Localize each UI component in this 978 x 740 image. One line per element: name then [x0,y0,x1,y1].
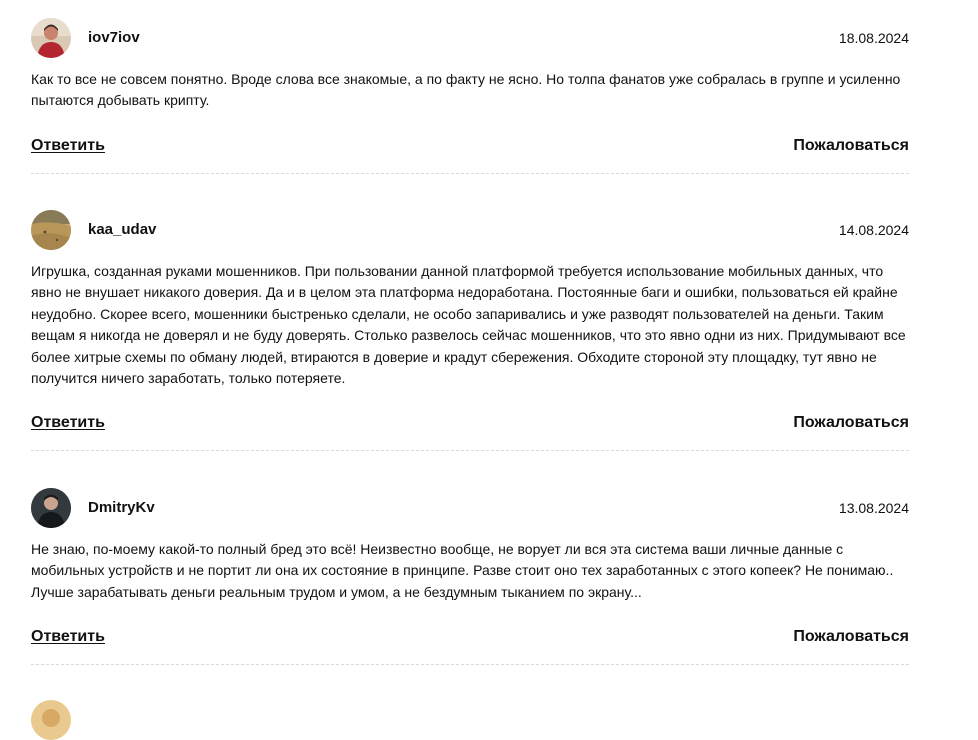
comment-item [31,488,909,645]
comment-actions [31,137,909,159]
comment-header [31,18,909,58]
comment-item [31,18,909,154]
comment-text: Игрушка, созданная руками мошенников. При пользовании данной платформой требуется использование мобильных данных, что явно не внушает никакого доверия. Да и в целом эта платформа недоработана. Постоянные баги и ошибки, пользоваться ей крайне неудобно. Скорее всего, мошенники быстренько сделали, не особо запаривались и уже разводят пользователей на деньги. Таким вещам я никогда не доверял и не буду доверять. Столько развелось сейчас мошенников, что это явно одни из них. Придумывают все более хитрые схемы по обману людей, втираются в доверие и крадут сбережения. Обходите стороной эту площадку, тут явно не получится ничего заработать, только потеряете. [31,263,906,387]
comment-header [31,488,909,528]
divider [31,173,909,174]
comment-text: Как то все не совсем понятно. Вроде слова все знакомые, а по факту не ясно. Но толпа фанатов уже собралась в группе и усиленно пытаются добывать крипту. [31,71,901,109]
comment-username[interactable]: DmitryKv [88,499,155,516]
reply-button[interactable]: Ответить [31,137,105,154]
reply-button[interactable]: Ответить [31,628,105,645]
comment-date: 13.08.2024 [838,500,909,516]
comment-actions [31,414,909,436]
divider [31,450,909,451]
avatar[interactable] [31,700,71,740]
comment-username[interactable]: iov7iov [88,29,140,46]
report-button[interactable]: Пожаловаться [793,137,909,154]
avatar[interactable] [31,18,71,58]
reply-button[interactable]: Ответить [31,414,105,431]
report-button[interactable]: Пожаловаться [793,414,909,431]
divider [31,664,909,665]
comment-date: 14.08.2024 [838,222,909,238]
avatar[interactable] [31,210,71,250]
avatar[interactable] [31,488,71,528]
comment-header [31,210,909,250]
comment-item [31,210,909,431]
comment-date: 18.08.2024 [838,30,909,46]
comment-text: Не знаю, по-моему какой-то полный бред это всё! Неизвестно вообще, не ворует ли вся эта система ваши личные данные с мобильных устройств и не портит ли она их состояние в принципе. Разве стоит оно тех заработанных с этого копеек? Не понимаю.. Лучше зарабатывать деньги реальным трудом и умом, а не бездумным тыканием по экрану... [31,541,894,600]
report-button[interactable]: Пожаловаться [793,628,909,645]
comment-username[interactable]: kaa_udav [88,221,157,238]
comment-actions [31,628,909,650]
